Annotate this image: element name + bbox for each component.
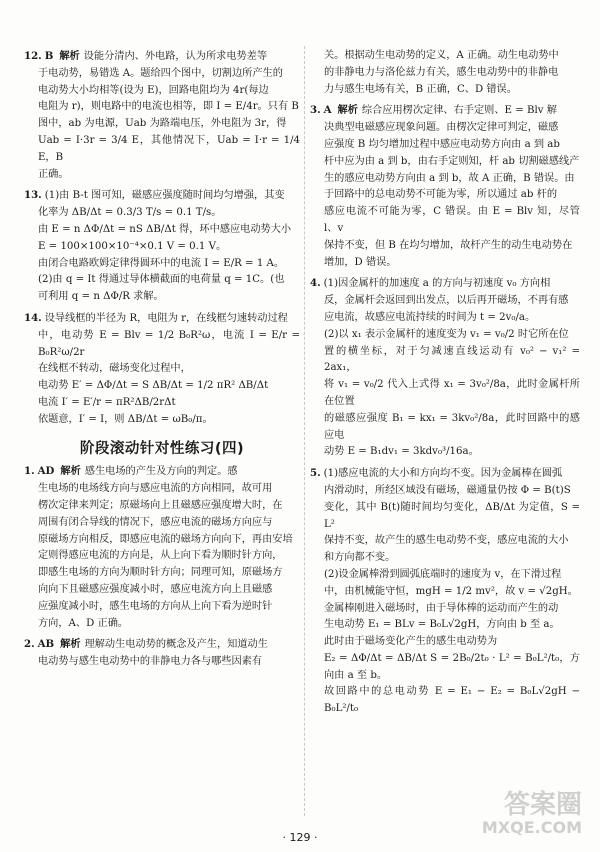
- q14-text: 依题意，I′ = I，则 ΔB/Δt = ωB₀/π。: [38, 413, 213, 425]
- s1-answer: AD: [37, 465, 55, 478]
- s4-text: 置的横坐标，对于匀减速直线运动有 v₀² − v₁² = 2ax₁，: [324, 345, 580, 374]
- s1-tag: 解析: [60, 466, 81, 478]
- watermark-logo: [462, 790, 582, 838]
- q12-answer: B: [44, 50, 54, 62]
- s5-text: 变化，其中 B(t)随时间均匀变化，ΔB/Δt 为定值，S = L²: [324, 501, 580, 530]
- left-column: [24, 48, 300, 675]
- s1-text: 周围有闭合导线的情况下，感应电流的磁场方向应与: [38, 516, 273, 528]
- s3-number: 3.: [310, 104, 321, 117]
- s1-number: 1.: [24, 465, 35, 478]
- q13-text: 可利用 q = n ΔΦ/R 求解。: [38, 291, 164, 303]
- q14-text: 设导线框的半径为 R，电阻为 r，在线框匀速转动过程: [44, 312, 288, 324]
- q12-line-0: [24, 48, 300, 66]
- s2-text: 关。根据动生电动势的定义，A 正确。动生电动势中: [324, 50, 559, 61]
- q13-line-0: [24, 187, 300, 205]
- watermark-text: 答案圈: [503, 790, 582, 820]
- s3-text: 杆中应为由 a 到 b，由右手定则知，杆 ab 切割磁感线产: [324, 155, 580, 167]
- q13-text: E = 100×100×10⁻⁴×0.1 V = 0.1 V。: [38, 240, 227, 252]
- q13-text: (1)由 B-t 图可知，磁感应强度随时间均匀增强，其变: [44, 190, 285, 202]
- q13-text: 化率为 ΔB/Δt = 0.3/3 T/s = 0.1 T/s。: [38, 207, 222, 219]
- page-number: · 129 ·: [282, 831, 318, 844]
- s3-text: 于回路中的总电动势不可能为零，所以通过 ab 杆的: [324, 189, 558, 201]
- q12-text: 设能分清内、外电路，认为所求电势差等: [83, 51, 268, 62]
- q13-text: (2)由 q = It 得通过导体横截面的电荷量 q = 1C。(也: [38, 274, 285, 286]
- s3-block: [310, 102, 580, 271]
- s4-text: 应电流，故感应电流持续的时间为 t = 2v₀/a。: [324, 311, 536, 323]
- q14-text: 电流 I′ = E′/r = πR²ΔB/2rΔt: [38, 396, 176, 408]
- q12-text: 图中，ab 为电源，Uab 为路端电压，外电阻为 3r，得: [38, 118, 287, 130]
- s5-number: 5.: [310, 467, 321, 480]
- s5-text: E₂ = ΔΦ/Δt = ΔB/Δt S = 2B₀/2t₀ · L² = B₀L²/t₀，方向由 a 至 b。: [324, 652, 580, 681]
- s1-text: 原磁场方向相反，即感应电流的磁场方向向下，再由安培: [38, 533, 293, 545]
- q12-tag: 解析: [59, 51, 80, 62]
- s1-text: 即感生电场的方向为顺时针方向；同理可知，原磁场方: [38, 567, 283, 579]
- q14-block: [24, 310, 300, 429]
- q13-text: 由 E = n ΔΦ/Δt = nS ΔB/Δt 得，环中感应电动势大小: [38, 223, 292, 235]
- s3-text: 生的感应电动势方向由 a 到 b，故 A 正确，B 错误。由: [324, 172, 575, 184]
- s1-block: [24, 463, 300, 632]
- s2-text: 理解动生电动势的概念及产生，知道动生: [84, 639, 268, 651]
- section-title: 阶段滚动针对性练习(四): [79, 440, 245, 457]
- s3-answer: A: [323, 104, 332, 117]
- column-divider: [304, 46, 305, 816]
- q12-text: 电动势大小均相等(设为 E)，回路电阻均为 4r(每边: [38, 84, 269, 96]
- q12-text: Uab = I·3r = 3/4 E，其他情况下，Uab = I·r = 1/4 E，B: [38, 134, 300, 163]
- s5-text: 中，由机械能守恒，mgH = 1/2 mv²，故 v = √2gH。: [324, 585, 578, 597]
- q12-number: 12.: [24, 50, 42, 62]
- q12-block: [24, 48, 300, 183]
- s2-text: 的非静电力与洛伦兹力有关，感生电动势中的非静电: [324, 66, 559, 78]
- q14-text: 电动势 E′ = ΔΦ/Δt = S ΔB/Δt = 1/2 πR² ΔB/Δt: [38, 380, 269, 392]
- q14-text: 中，电动势 E = Blv = 1/2 B₀R²ω，电流 I = E/r = B₀R²ω/2r: [38, 329, 300, 358]
- s2-number: 2.: [24, 638, 35, 651]
- q14-line-0: [24, 310, 300, 328]
- q14-text: 在线框不转动，磁场变化过程中，: [38, 363, 191, 375]
- s4-line-0: [310, 275, 580, 293]
- s5-line-0: [310, 465, 580, 483]
- s3-text: 决典型电磁感应现象问题。由楞次定律可判定，磁感: [324, 122, 559, 134]
- s1-text: 向向下且磁感应强度减小时，感应电流方向上且磁感: [38, 583, 273, 595]
- s2-continued-block: [310, 48, 580, 98]
- s3-line-0: [310, 102, 580, 120]
- s3-text: 应强度 B 均匀增加过程中感应电动势方向由 a 到 ab: [324, 138, 560, 150]
- s4-text: 将 v₁ = v₀/2 代入上式得 x₁ = 3v₀²/8a，此时金属杆所在位置: [324, 379, 580, 407]
- s3-text: 增加，D 错误。: [324, 256, 397, 268]
- q12-text: 于电动势，易错选 A。题给四个图中，切割边所产生的: [38, 67, 283, 79]
- s3-tag: 解析: [337, 105, 358, 117]
- q13-text: 由闭合电路欧姆定律得圆环中的电流 I = E/R = 1 A。: [38, 257, 285, 269]
- s5-block: [310, 465, 580, 718]
- watermark-url: MXQE.COM: [481, 818, 582, 837]
- q14-number: 14.: [24, 311, 42, 324]
- s5-text: 和方向都不变。: [324, 552, 396, 564]
- q13-number: 13.: [24, 189, 42, 202]
- s1-text: 应强度减小时，感生电场的方向从上向下看为逆时针: [38, 600, 273, 612]
- s1-text: 方向，A、D 正确。: [38, 617, 129, 629]
- q13-block: [24, 187, 300, 306]
- s3-text: 感应电流不可能为零，C 错误。由 E = Blv 知，尽管 l、v: [324, 206, 580, 234]
- q12-text: 正确。: [38, 168, 69, 180]
- s2-text: 电动势与感生电动势中的非静电力各与哪些因素有: [38, 656, 263, 668]
- s3-text: 保持不变，但 B 在均匀增加，故杆产生的动生电动势在: [324, 239, 573, 251]
- s5-text: 保持不变，故产生的感生电动势不变，感应电流的大小: [324, 535, 569, 547]
- s5-text: 金属棒刚进入磁场时，由于导体棒的运动而产生的动: [324, 602, 559, 614]
- s5-text: 故回路中的总电动势 E = E₁ − E₂ = B₀L√2gH − B₀L²/t₀: [324, 686, 580, 715]
- s1-text: 楞次定律来判定；原磁场向上且磁感应强度增大时，在: [38, 499, 283, 511]
- s4-text: (2)以 x₁ 表示金属杆的速度变为 v₁ = v₀/2 时它所在位: [324, 328, 569, 340]
- right-column: [310, 48, 580, 722]
- q12-text: 电阻为 r)，则电路中的电流也相等，即 I = E/4r。只有 B: [38, 101, 299, 113]
- s5-text: 生电动势 E₁ = BLv = B₀L√2gH，方向由 b 至 a。: [324, 619, 560, 631]
- s5-text: 此时由于磁场变化产生的感生电动势为: [324, 636, 498, 648]
- s4-text: 的磁感应强度 B₁ = kx₁ = 3kv₀²/8a，此时回路中的感应电: [324, 412, 580, 441]
- s3-text: 综合应用楞次定律、右手定则、E = Blv 解: [361, 105, 557, 117]
- s5-text: (2)设金属棒滑到圆弧底端时的速度为 v，在下滑过程: [324, 568, 562, 580]
- s2-answer: AB: [37, 638, 55, 651]
- s2-text: 力与感生电场有关，B 正确，C、D 错误。: [324, 83, 517, 95]
- s5-text: 内滑动时，所经区域没有磁场，磁通量仍按 Φ = B(t)S: [324, 484, 571, 496]
- s4-number: 4.: [310, 277, 321, 290]
- s2-tag: 解析: [60, 639, 81, 651]
- s2-block: [24, 636, 300, 671]
- s1-text: 定则得感应电流的方向是，从上向下看为顺时针方向，: [38, 550, 283, 562]
- s2-line-0: [24, 636, 300, 654]
- s4-text: 动势 E = B₁dv₁ = 3kdv₀³/16a。: [324, 446, 479, 458]
- s4-text: (1)因金属杆的加速度 a 的方向与初速度 v₀ 方向相: [323, 278, 551, 290]
- s1-text: 生电场的电场线方向与感应电流的方向相同，故可用: [38, 483, 273, 495]
- s4-text: 反，金属杆会返回到出发点，以后再开磁场，不再有感: [324, 295, 569, 307]
- s1-text: 感生电场的产生及方向的判定。感: [84, 466, 238, 478]
- s4-block: [310, 275, 580, 461]
- s1-line-0: [24, 463, 300, 481]
- s5-text: (1)感应电流的大小和方向均不变。因为金属棒在圆弧: [323, 468, 563, 480]
